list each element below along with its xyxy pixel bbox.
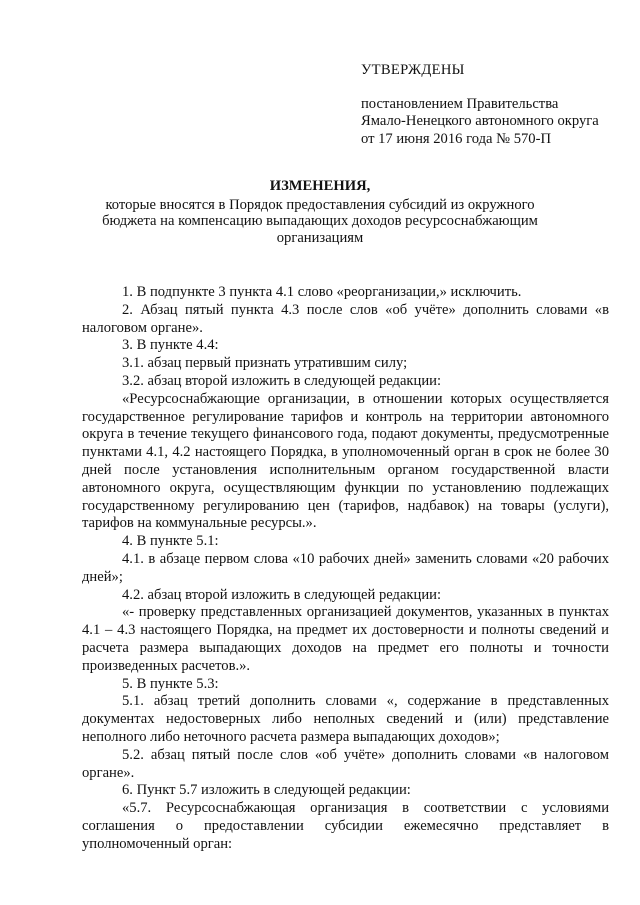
document-title: ИЗМЕНЕНИЯ, [269,178,371,194]
paragraph: «5.7. Ресурсоснабжающая организация в соответствии с условиями соглашения о предоставлении субсидии ежемесячно представляет в уполномоченный орган: [82,800,609,852]
paragraph: 4.1. в абзаце первом слова «10 рабочих дней» заменить словами «20 рабочих дней»; [82,550,609,585]
paragraph: 4.2. абзац второй изложить в следующей редакции: [122,586,442,603]
paragraph: «- проверку представленных организацией документов, указанных в пунктах 4.1 – 4.3 настоящего Порядка, на предмет их достоверности и полноты сведений и расчета размера выпадающих доходов на предмет его полноты и точности произведенных расчетов.». [82,604,609,674]
paragraph: 4. В пункте 5.1: [122,533,219,550]
paragraph: «Ресурсоснабжающие организации, в отношении которых осуществляется государственное регулирование тарифов и контроль на территории автономного округа в течение текущего финансового года, подают документы, предусмотренные пунктами 4.1, 4.2 настоящего Порядка, в уполномоченный орган в срок не более 30 дней после установления исполнительным органом государственной власти автономного округа, осуществляющим функции по установлению подлежащих государственному регулированию цен (тарифов, надбавок) на товары (услуги), тарифов на коммунальные ресурсы.». [82,390,609,532]
paragraph: 3.2. абзац второй изложить в следующей редакции: [122,372,442,389]
approval-line: от 17 июня 2016 года № 570-П [361,130,552,147]
document-subtitle: которые вносятся в Порядок предоставления субсидий из окружного бюджета на компенсацию выпадающих доходов ресурсоснабжающим организациям [102,196,538,246]
paragraph: 3.1. абзац первый признать утратившим силу; [122,355,408,372]
paragraph: 5. В пункте 5.3: [122,675,219,692]
approval-line: постановлением Правительства [361,95,559,112]
document-body [82,284,609,854]
approval-block [361,62,621,148]
paragraph: 3. В пункте 4.4: [122,337,219,354]
paragraph: 5.1. абзац третий дополнить словами «, содержание в представленных документах недостоверных либо неполных сведений и (или) представление неполного либо неточного расчета размера выпадающих доходов»; [82,693,609,745]
approval-heading: УТВЕРЖДЕНЫ [361,62,465,78]
document-title-block [100,178,540,246]
paragraph: 5.2. абзац пятый после слов «об учёте» дополнить словами «в налоговом органе». [82,746,609,781]
paragraph: 6. Пункт 5.7 изложить в следующей редакции: [122,782,411,799]
paragraph: 1. В подпункте 3 пункта 4.1 слово «реорганизации,» исключить. [122,284,522,300]
paragraph: 2. Абзац пятый пункта 4.3 после слов «об учёте» дополнить словами «в налоговом органе». [82,301,609,336]
approval-line: Ямало-Ненецкого автономного округа [361,113,599,129]
